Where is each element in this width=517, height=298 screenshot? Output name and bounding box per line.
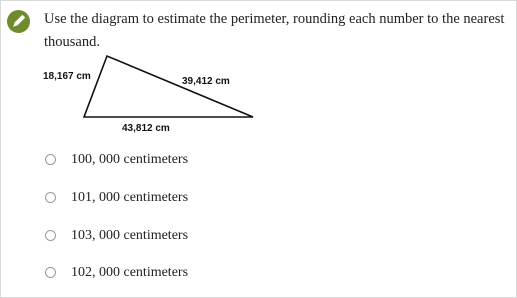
option-label: 100, 000 centimeters	[71, 152, 189, 167]
option-label: 102, 000 centimeters	[71, 265, 189, 280]
side-left-label: 18,167 cm	[43, 71, 91, 82]
side-bottom-label: 43,812 cm	[122, 123, 170, 134]
option-1[interactable]	[45, 151, 345, 171]
option-label: 101, 000 centimeters	[71, 190, 189, 205]
option-4[interactable]	[45, 264, 345, 284]
radio-button[interactable]	[45, 192, 56, 203]
radio-button[interactable]	[45, 230, 56, 241]
radio-button[interactable]	[45, 154, 56, 165]
option-label: 103, 000 centimeters	[71, 228, 189, 243]
option-2[interactable]	[45, 189, 345, 209]
radio-button[interactable]	[45, 267, 56, 278]
triangle-diagram	[41, 51, 261, 141]
question-text: Use the diagram to estimate the perimeter, rounding each number to the nearest thousand.	[44, 11, 505, 50]
option-3[interactable]	[45, 227, 345, 247]
question-badge	[7, 10, 30, 33]
pencil-icon	[7, 10, 30, 33]
side-right-label: 39,412 cm	[182, 76, 230, 87]
